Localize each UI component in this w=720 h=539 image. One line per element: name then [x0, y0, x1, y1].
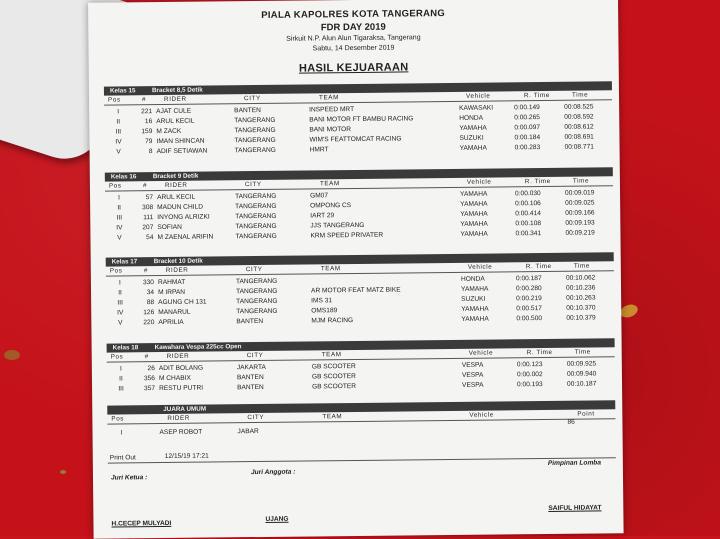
column-header-pos: Pos [109, 267, 123, 275]
vehicle: YAMAHA [461, 315, 489, 323]
vehicle: YAMAHA [460, 200, 488, 208]
reaction-time: 0:00.280 [515, 285, 542, 293]
rider-number: 54 [146, 234, 154, 242]
column-header-rider: RIDER [163, 95, 187, 103]
finish-time: 00:09.925 [566, 360, 597, 368]
column-header-no: # [143, 267, 148, 275]
rider-team: JJS TANGERANG [310, 221, 365, 230]
rider-number: 221 [141, 108, 153, 116]
reaction-time: 0:00.265 [514, 114, 540, 122]
rider-city: BANTEN [234, 106, 261, 115]
results-heading: HASIL KEJUARAAN [298, 61, 409, 75]
event-date: Sabtu, 14 Desember 2019 [312, 44, 395, 53]
column-header-pos: Pos [110, 353, 124, 361]
reaction-time: 0:00.002 [516, 371, 543, 379]
rider-team: IMS 31 [311, 297, 333, 305]
rider-number: 57 [145, 194, 154, 202]
vehicle: YAMAHA [460, 285, 489, 293]
rider-name: MADUN CHILD [157, 203, 203, 212]
column-header-team: TEAM [321, 351, 342, 359]
rider-name: M CHABIX [158, 374, 191, 383]
rider-number: 79 [145, 138, 153, 146]
rider-city: JABAR [237, 428, 259, 436]
position: III [116, 214, 123, 222]
rider-city: TANGERANG [234, 116, 276, 125]
rider-number: 26 [147, 365, 155, 373]
position: I [117, 108, 120, 116]
column-header-point: Point [577, 410, 595, 418]
signature-pimpinan: SAIFUL HIDAYAT [548, 504, 602, 512]
rider-city: BANTEN [236, 373, 264, 382]
finish-time: 00:10.263 [566, 294, 596, 302]
reaction-time: 0:00.500 [516, 315, 543, 323]
position: II [117, 204, 122, 212]
rider-team: GB SCOOTER [311, 372, 356, 381]
column-header-no: # [142, 182, 148, 190]
signature-juri-anggota: UJANG [265, 515, 289, 523]
reaction-time: 0:00.414 [515, 210, 541, 218]
vehicle: SUZUKI [459, 134, 484, 142]
column-header-time: Time [573, 262, 591, 270]
rider-name: SOFIAN [157, 223, 182, 232]
rider-number: 16 [144, 118, 153, 126]
crumb-speck [60, 470, 66, 474]
vehicle: YAMAHA [459, 124, 487, 132]
column-header-rtime: R. Time [525, 262, 552, 271]
vehicle: YAMAHA [461, 305, 489, 313]
class-name: Bracket 10 Detik [153, 257, 203, 266]
rider-team: HMRT [309, 146, 329, 154]
rider-team: OMPONG CS [310, 202, 352, 210]
vehicle: YAMAHA [460, 230, 488, 238]
reaction-time: 0:00.149 [514, 104, 540, 112]
column-header-city: CITY [244, 180, 262, 189]
position: I [118, 194, 121, 202]
rider-name: IMAN SHINCAN [156, 137, 205, 146]
rider-team: INSPEED MRT [309, 105, 355, 114]
vehicle: VESPA [461, 371, 484, 379]
rider-name: MANARUL [158, 308, 191, 317]
finish-time: 00:08.771 [564, 143, 594, 151]
column-header-no: # [141, 96, 147, 104]
reaction-time: 0:00.097 [514, 124, 541, 132]
vehicle: SUZUKI [461, 295, 486, 303]
column-header-rider: RIDER [164, 181, 188, 189]
rider-city: TANGERANG [235, 212, 277, 221]
rider-city: TANGERANG [235, 192, 277, 201]
vehicle: YAMAHA [460, 220, 488, 228]
reaction-time: 0:00.123 [516, 361, 543, 369]
rider-number: 330 [142, 279, 154, 287]
rider-name: ARUL KECIL [157, 193, 196, 202]
reaction-time: 0:00.517 [516, 305, 542, 313]
position: III [115, 128, 122, 136]
vehicle: HONDA [460, 275, 485, 283]
position: I [119, 365, 122, 373]
column-header-city: CITY [247, 413, 265, 422]
finish-time: 00:08.691 [564, 133, 594, 141]
rider-city: TANGERANG [236, 307, 278, 316]
rider-city: TANGERANG [234, 146, 276, 155]
vehicle: VESPA [462, 381, 484, 389]
rider-name: APRILIA [158, 318, 184, 327]
finish-time: 00:09.019 [564, 189, 595, 197]
rider-name: AGUNG CH 131 [158, 298, 207, 307]
event-venue: Sirkuit N.P. Alun Alun Tigaraksa, Tangerang [286, 34, 421, 43]
print-label: Print Out [109, 454, 136, 462]
reaction-time: 0:00.106 [515, 200, 541, 208]
vehicle: HONDA [459, 114, 484, 122]
rider-city: TANGERANG [234, 136, 276, 145]
rider-team: GB SCOOTER [312, 382, 357, 391]
event-subtitle: FDR DAY 2019 [320, 21, 386, 34]
rider-city: BANTEN [236, 317, 264, 326]
column-header-city: CITY [246, 351, 264, 360]
column-header-rtime: R. Time [524, 177, 551, 186]
reaction-time: 0:00.108 [515, 220, 542, 228]
rider-team: BANI MOTOR FT BAMBU RACING [309, 115, 414, 124]
rider-team: AR MOTOR FEAT MATZ BIKE [311, 286, 401, 295]
reaction-time: 0:00.030 [515, 190, 541, 198]
rider-name: M ZAENAL ARIFIN [157, 233, 214, 242]
rider-city: TANGERANG [234, 126, 276, 135]
class-number: Kelas 18 [112, 344, 139, 352]
position: II [119, 375, 123, 383]
reaction-time: 0:00.219 [516, 295, 542, 303]
rider-number: 126 [143, 309, 155, 317]
rider-number: 8 [148, 148, 153, 156]
rider-name: M ZACK [156, 127, 182, 136]
position: IV [115, 138, 122, 146]
rider-team: GB SCOOTER [311, 362, 356, 371]
rider-city: TANGERANG [235, 202, 277, 211]
position: II [116, 118, 121, 126]
juri-ketua-label: Juri Ketua : [110, 474, 148, 482]
column-header-pos: Pos [108, 182, 122, 190]
finish-time: 00:10.370 [566, 304, 596, 312]
rider-city: TANGERANG [236, 287, 278, 296]
position: V [117, 234, 122, 242]
vehicle: YAMAHA [460, 210, 488, 218]
juri-anggota-label: Juri Anggota : [250, 468, 296, 477]
results-sheet [88, 0, 624, 539]
rider-name: ASEP ROBOT [159, 428, 203, 437]
column-header-team: TEAM [318, 94, 339, 102]
column-header-vehicle: Vehicle [467, 263, 493, 271]
print-timestamp: 12/15/19 17:21 [164, 452, 209, 460]
crumb-speck [4, 350, 20, 360]
finish-time: 00:09.025 [565, 199, 595, 207]
rider-team: BANI MOTOR [309, 126, 352, 134]
position: V [118, 319, 123, 327]
rider-city: TANGERANG [235, 232, 277, 241]
finish-time: 00:09.193 [565, 219, 595, 227]
signature-juri-ketua: H.CECEP MULYADI [111, 519, 172, 528]
class-number: Kelas 15 [109, 87, 136, 95]
rider-number: 207 [142, 224, 154, 232]
rider-name: AJAT CULE [156, 107, 192, 116]
rider-name: M IRPAN [158, 288, 186, 297]
pimpinan-lomba-label: Pimpinan Lomba [547, 459, 602, 467]
class-number: Kelas 16 [110, 173, 137, 181]
reaction-time: 0:00.283 [514, 144, 541, 152]
finish-time: 00:09.940 [566, 370, 597, 378]
column-header-rider: RIDER [167, 414, 191, 422]
finish-time: 00:10.187 [566, 380, 597, 388]
column-header-no: # [144, 353, 149, 361]
rider-team: MJM RACING [311, 317, 354, 325]
column-header-rtime: R. Time [526, 348, 553, 357]
finish-time: 00:09.166 [565, 209, 595, 217]
rider-number: 88 [146, 299, 155, 307]
class-number: Kelas 17 [111, 258, 138, 266]
rider-number: 220 [143, 319, 155, 327]
rider-team: IART 29 [310, 212, 335, 220]
position: III [117, 299, 123, 307]
finish-time: 00:10.236 [565, 284, 596, 292]
column-header-pos: Pos [107, 96, 121, 104]
total-points: 86 [567, 418, 575, 426]
reaction-time: 0:00.341 [515, 230, 542, 238]
reaction-time: 0:00.193 [517, 381, 543, 389]
rider-team: KRM SPEED PRIVATER [310, 231, 384, 240]
column-header-city: CITY [243, 94, 261, 103]
vehicle: KAWASAKI [459, 104, 494, 112]
column-header-team: TEAM [322, 413, 343, 421]
vehicle: YAMAHA [460, 190, 488, 198]
rider-city: JAKARTA [236, 363, 266, 372]
position: II [118, 289, 122, 297]
finish-time: 00:08.612 [564, 123, 594, 131]
rider-name: ARUL KECIL [156, 117, 195, 126]
rider-team: WIM'S FEATTOMCAT RACING [309, 135, 402, 144]
rider-city: BANTEN [237, 383, 264, 392]
column-header-rider: RIDER [166, 352, 190, 360]
vehicle: VESPA [461, 361, 484, 369]
position: I [118, 279, 121, 287]
column-header-city: CITY [245, 265, 263, 274]
position: I [120, 429, 123, 437]
juara-umum-title: JUARA UMUM [163, 405, 207, 414]
rider-name: RAHMAT [157, 278, 186, 287]
column-header-vehicle: Vehicle [466, 178, 492, 186]
position: IV [117, 309, 124, 317]
position: III [118, 385, 124, 393]
rider-number: 159 [141, 128, 153, 136]
position: V [116, 148, 121, 156]
rider-name: ADIT BOLANG [158, 364, 204, 373]
reaction-time: 0:00.184 [514, 134, 541, 142]
rider-name: INYONG ALRIZKI [157, 213, 210, 222]
column-header-team: TEAM [319, 180, 340, 188]
rider-number: 34 [146, 289, 155, 297]
column-header-vehicle: Vehicle [468, 349, 494, 357]
class-name: Kawahara Vespa 225cc Open [154, 343, 242, 352]
finish-time: 00:08.525 [564, 103, 594, 111]
rider-team: OMS189 [311, 307, 338, 315]
vehicle: YAMAHA [459, 144, 487, 152]
rider-city: TANGERANG [235, 277, 278, 286]
column-header-time: Time [574, 348, 591, 356]
rider-number: 111 [143, 214, 154, 222]
rider-number: 357 [144, 385, 156, 393]
column-header-pos: Pos [111, 415, 125, 423]
column-header-rtime: R. Time [523, 91, 550, 100]
column-header-vehicle: Vehicle [469, 411, 494, 419]
column-header-time: Time [571, 91, 589, 99]
finish-time: 00:10.379 [566, 314, 596, 322]
rider-number: 308 [142, 204, 154, 212]
rider-name: RESTU PUTRI [159, 384, 204, 393]
rider-city: TANGERANG [235, 222, 277, 231]
column-header-team: TEAM [320, 265, 341, 273]
column-header-rider: RIDER [165, 266, 189, 274]
column-header-time: Time [572, 177, 590, 185]
rider-name: ADIF SETIAWAN [156, 147, 208, 156]
rider-team: GM07 [310, 192, 329, 200]
event-title: PIALA KAPOLRES KOTA TANGERANG [261, 8, 446, 21]
class-name: Bracket 9 Detik [152, 172, 199, 181]
finish-time: 00:10.062 [565, 274, 596, 282]
column-header-vehicle: Vehicle [465, 92, 491, 100]
rider-number: 356 [143, 375, 155, 383]
finish-time: 00:08.592 [564, 113, 594, 121]
finish-time: 00:09.219 [565, 229, 595, 237]
position: IV [116, 224, 123, 232]
reaction-time: 0:00.187 [515, 275, 542, 283]
class-name: Bracket 8,5 Detik [151, 86, 203, 95]
rider-city: TANGERANG [236, 297, 278, 306]
